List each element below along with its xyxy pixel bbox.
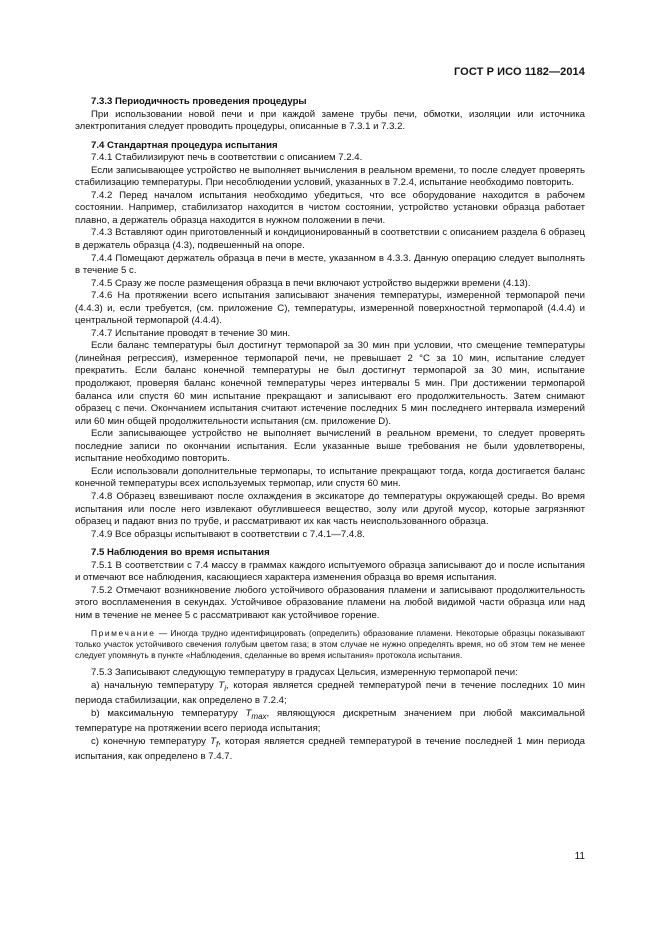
- paragraph-7-4-6: 7.4.6 На протяжении всего испытания записывают значения температуры, измеренной термопарой печи (4.4.3) и, если требуется, (см. приложение С), температуры, измеренной поверхностной термопарой (4.4.4) и центральной термопарой (4.4.4).: [75, 290, 585, 327]
- heading-7-4: 7.4 Стандартная процедура испытания: [91, 139, 278, 151]
- paragraph-7-5-1: 7.5.1 В соответствии с 7.4 массу в граммах каждого испытуемого образца записывают до и после испытания и отмечают все наблюдения, касающиеся характера изменения образца во время испытания.: [75, 559, 585, 584]
- list-item-c-desc: , которая является средней температурой в течение последней 1 мин периода испытания, как определено в 7.4.7.: [75, 735, 586, 763]
- list-item-c: [75, 736, 585, 764]
- list-item-b-text: b) максимальную температуру: [91, 707, 246, 719]
- paragraph-7-4-3: 7.4.3 Вставляют один приготовленный и кондиционированный в соответствии с описанием раздела 6 образец в держатель образца (4.3), подвешенный на опоре.: [75, 227, 585, 252]
- list-item-a: [75, 680, 585, 708]
- list-item-b-desc: , являющуюся дискретным значением при любой максимальной температуре на протяжении всего периода испытания;: [75, 707, 585, 735]
- paragraph-7-4-2: 7.4.2 Перед началом испытания необходимо убедиться, что все оборудование находится в рабочем состоянии. Например, стабилизатор находится в чистом состоянии, устройство установки образца работает плавно, а держатель образца находится в нужном положении в печи.: [75, 189, 585, 226]
- paragraph-7-4-9: 7.4.9 Все образцы испытывают в соответствии с 7.4.1—7.4.8.: [91, 528, 365, 540]
- paragraph-7-4-1-cont: Если записывающее устройство не выполняет вычисления в реальном времени, то после следует проверять стабилизацию температуры. При несоблюдении условий, указанных в 7.2.4, испытание необходимо повторить.: [75, 164, 585, 189]
- document-body: [75, 96, 585, 764]
- note-paragraph: [75, 628, 585, 661]
- heading-7-3-3: 7.3.3 Периодичность проведения процедуры: [91, 96, 307, 107]
- note-label: Примечание: [91, 628, 156, 639]
- note-text: — Иногда трудно идентифицировать (определить) образование пламени. Некоторые образцы показывают только участок устойчивого свечения голубым цветом газа; в этом случае не нужно определять время, но об этом тем не менее следует упомянуть в пункте «Наблюдения, сделанные во время испытания» протокола испытания.: [75, 628, 585, 661]
- heading-7-5: 7.5 Наблюдения во время испытания: [91, 547, 270, 559]
- paragraph-7-4-8: 7.4.8 Образец взвешивают после охлаждения в эксикаторе до температуры окружающей среды. Во время испытания или после него извлекают обуглившееся вещество, золу или другой мусор, которые загрязняют образец и падают вниз по трубе, и рассматривают их как часть неиспользованного образца.: [75, 490, 585, 528]
- paragraph-7-5-3: 7.5.3 Записывают следующую температуру в градусах Цельсия, измеренную термопарой печи:: [91, 667, 518, 679]
- list-item-a-text: a) начальную температуру: [91, 679, 219, 691]
- paragraph-7-4-5: 7.4.5 Сразу же после размещения образца в печи включают устройство выдержки времени (4.13).: [91, 277, 531, 289]
- symbol-t-initial: $T_i$: [218, 679, 226, 693]
- paragraph-7-4-7-extra: Если использовали дополнительные термопары, то испытание прекращают тогда, когда достигается баланс конечной температуры всех используемых термопар, или спустя 60 мин.: [75, 465, 585, 490]
- list-item-a-desc: , которая является средней температурой печи в течение последних 10 мин периода стабилизации, как определено в 7.2.4;: [75, 679, 585, 707]
- page-number: 11: [574, 851, 585, 862]
- symbol-t-max: $T_{max}$: [245, 707, 267, 721]
- paragraph-7-3-3: При использовании новой печи и при каждой замене трубы печи, обмотки, изоляции или источника электропитания следует проводить процедуры, описанные в 7.3.1 и 7.3.2.: [75, 108, 585, 133]
- document-id: ГОСТ Р ИСО 1182—2014: [453, 66, 585, 78]
- list-item-c-text: c) конечную температуру: [91, 735, 211, 747]
- paragraph-7-4-4: 7.4.4 Помещают держатель образца в печи в месте, указанном в 4.3.3. Данную операцию следует выполнять в течение 5 с.: [75, 252, 585, 277]
- paragraph-7-4-7-records: Если записывающее устройство не выполняет вычислений в реальном времени, то следует проверять последние записи по окончании испытания. Если указанные выше требования не были удовлетворены, испытание необходимо повторить.: [75, 428, 585, 465]
- list-item-b: [75, 708, 585, 736]
- paragraph-7-4-7-balance: Если баланс температуры был достигнут термопарой за 30 мин при условии, что смещение температуры (линейная регрессия), измеренное термопарой печи, не превышает 2 °С за 10 мин, испытание следует прекратить. Если баланс конечной температуры не был достигнут термопарой за 30 мин, испытание продолжают, проверяя баланс конечной температуры через интервалы 5 мин. При достижении термопарой баланса или спустя 60 мин испытание прекращают и записывают его продолжительность. Затем снимают образец с печи. Окончанием испытания считают истечение последних 5 мин последнего интервала измерений или 60 мин общей продолжительности испытания (см. приложение D).: [75, 340, 585, 427]
- paragraph-7-4-7: 7.4.7 Испытание проводят в течение 30 мин.: [91, 327, 291, 339]
- paragraph-7-4-1: 7.4.1 Стабилизируют печь в соответствии с описанием 7.2.4.: [91, 152, 363, 164]
- paragraph-7-5-2: 7.5.2 Отмечают возникновение любого устойчивого образования пламени и записывают продолжительность этого воспламенения в секундах. Устойчивое образование пламени на любой видимой части образца или над ним в течение не менее 5 с рассматривают как устойчивое горение.: [75, 584, 585, 621]
- symbol-t-final: $T_f$: [210, 735, 219, 749]
